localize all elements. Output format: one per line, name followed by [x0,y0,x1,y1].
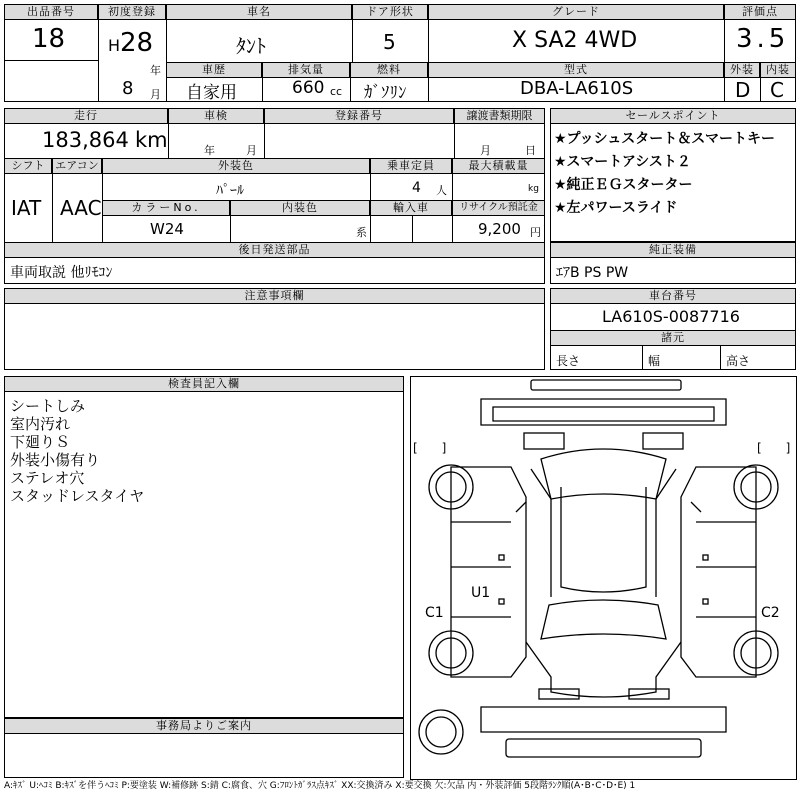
int-color-unit: 系 [356,226,367,239]
transfer-month-unit: 月 [480,144,491,157]
shift: IAT [11,196,42,220]
transfer-deadline-header: 譲渡書類期限 [454,108,545,124]
chassis-header: 車台番号 [550,288,796,304]
bracket-right: [ ] [757,441,791,455]
inspector-note: スタッドレスタイヤ [10,487,145,505]
inspection-year-unit: 年 [204,144,215,157]
mileage-header: 走行 [4,108,168,124]
exterior-header: 外装 [724,62,760,78]
exterior-grade: D [735,78,751,102]
import-header: 輸入車 [370,200,452,216]
notes-header: 注意事項欄 [4,288,545,304]
inspector-note: 室内汚れ [10,415,71,433]
car-name: ﾀﾝﾄ [236,34,266,58]
capacity-header: 乗車定員 [370,158,452,174]
door-header: ドア形状 [352,4,428,20]
int-color-header: 内装色 [230,200,370,216]
ac-header: エアコン [52,158,102,174]
shift-header: シフト [4,158,52,174]
later-parts-header: 後日発送部品 [4,242,545,258]
displacement: 660 [292,78,325,98]
history-header: 車歴 [166,62,262,78]
selling-point: ★左パワースライド [554,200,678,216]
lot-no: 18 [32,24,66,54]
office-header: 事務局よりご案内 [4,718,404,734]
capacity-unit: 人 [436,184,447,197]
year-unit: 年 [150,64,161,77]
model: DBA-LA610S [520,78,634,99]
inspector-note: 外装小傷有り [10,451,101,469]
dim-width: 幅 [648,354,661,368]
grade-header: グレード [428,4,724,20]
later-parts: 車両取説 他ﾘﾓｺﾝ [10,265,113,281]
recycle-header: リサイクル預託金 [452,200,545,216]
month-unit: 月 [150,88,161,101]
damage-mark-c2: C2 [761,605,780,621]
km-unit: km [135,128,168,152]
capacity: 4 [412,180,421,196]
damage-diagram [410,376,797,780]
inspection-header: 車検 [168,108,264,124]
selling-point: ★プッシュスタート＆スマートキー [554,131,776,147]
cc-unit: cc [330,85,343,98]
inspector-note: シートしみ [10,397,86,415]
ac: AAC [60,196,102,220]
ext-color-header: 外装色 [102,158,370,174]
fuel-header: 燃料 [350,62,428,78]
dimensions-header: 諸元 [550,330,796,346]
reg-no-header: 登録番号 [264,108,454,124]
lot-no-header: 出品番号 [4,4,98,20]
grade: X SA2 4WD [512,28,638,53]
score-header: 評価点 [724,4,796,20]
damage-mark-c1: C1 [425,605,444,621]
reg-year: 28 [120,28,154,58]
inspector-note: 下廻りＳ [10,433,71,451]
dim-height: 高さ [726,354,751,368]
selling-points-header: セールスポイント [550,108,796,124]
interior-grade: C [770,78,784,102]
car-name-header: 車名 [166,4,352,20]
color-no-header: カラーNo. [102,200,230,216]
interior-header: 内装 [760,62,796,78]
mileage: 183,864 [42,128,129,152]
doors: 5 [383,30,396,54]
first-reg-header: 初度登録 [98,4,166,20]
displacement-header: 排気量 [262,62,350,78]
genuine-equipment-header: 純正装備 [550,242,796,258]
genuine-equipment: ｴｱB PS PW [556,265,629,281]
selling-point: ★スマートアシスト２ [554,154,691,170]
transfer-day-unit: 日 [525,144,536,157]
history: 自家用 [186,83,237,103]
bracket-left: [ ] [413,441,447,455]
ext-color: ﾊﾟｰﾙ [216,183,244,199]
dim-length: 長さ [556,354,581,368]
score: 3.5 [736,24,790,54]
inspector-header: 検査員記入欄 [4,376,404,392]
era: H [108,36,121,55]
inspection-month-unit: 月 [246,144,257,157]
recycle-fee: 9,200 [478,220,521,238]
recycle-unit: 円 [530,226,541,239]
selling-point: ★純正ＥＧスターター [554,177,693,193]
max-load-header: 最大積載量 [452,158,545,174]
reg-month: 8 [122,78,134,99]
load-unit: kg [528,184,539,194]
legend-footer: A:ｷｽﾞ U:ﾍｺﾐ B:ｷｽﾞを伴うﾍｺﾐ P:要塗装 W:補修跡 S:錆 C:腐食、穴 G:ﾌﾛﾝﾄｶﾞﾗｽ点ｷｽﾞ XX:交換済み X:要交換 欠:欠品 内・外装評価 5段階ﾗﾝｸ順(A･B･C･D･E) 1 [4,781,636,791]
fuel: ｶﾞｿﾘﾝ [364,83,407,103]
color-no: W24 [150,220,184,238]
damage-mark-u1: U1 [471,585,491,601]
car-outline [411,377,796,779]
model-header: 型式 [428,62,724,78]
inspector-note: ステレオ穴 [10,469,85,487]
chassis-no: LA610S-0087716 [602,307,740,326]
